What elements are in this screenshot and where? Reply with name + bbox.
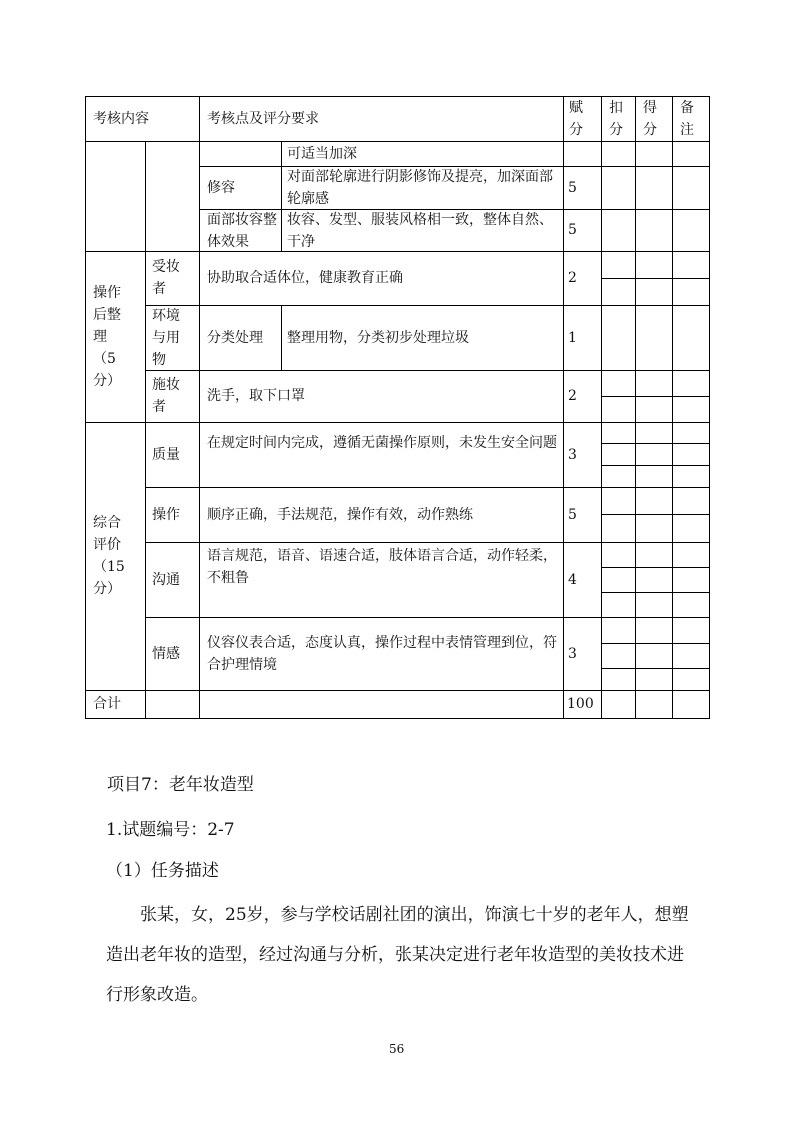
sub-label: 质量 — [152, 446, 180, 463]
sub-label: 情感 — [152, 645, 180, 662]
table-rule — [85, 141, 710, 142]
sub-label: 沟通 — [152, 571, 180, 588]
score-cell: 1 — [568, 329, 577, 346]
requirement-cell: 协助取合适体位，健康教育正确 — [207, 270, 403, 286]
requirement-cell: 对面部轮廓进行阴影修饰及提亮，加深面部轮廓感 — [287, 169, 553, 207]
table-rule — [601, 643, 710, 644]
task-paragraph: 张某，女，25岁，参与学校话剧社团的演出，饰演七十岁的老年人，想塑造出老年妆的造型，经过沟通与分析，张某决定进行老年妆造型的美妆技术进行形象改造。 — [106, 905, 689, 1005]
header-deduct: 扣 分 — [609, 100, 623, 138]
score-cell: 5 — [568, 506, 577, 523]
table-rule — [145, 141, 146, 719]
table-rule — [601, 668, 710, 669]
score-cell: 5 — [568, 222, 577, 238]
score-cell: 3 — [568, 446, 577, 463]
score-cell: 4 — [568, 571, 577, 588]
header-got: 得 分 — [643, 100, 657, 138]
requirement-cell: 整理用物，分类初步处理垃圾 — [287, 329, 469, 346]
requirement-cell: 顺序正确，手法规范，操作有效，动作熟练 — [207, 506, 473, 523]
table-rule — [281, 141, 282, 252]
sub-label: 施妆者 — [152, 377, 180, 415]
table-rule — [85, 690, 710, 691]
question-number: 1.试题编号：2-7 — [106, 820, 235, 840]
table-rule — [601, 96, 602, 719]
item-cell: 面部妆容整体效果 — [207, 212, 277, 250]
table-rule — [601, 443, 710, 444]
table-rule — [199, 96, 200, 719]
requirement-cell: 在规定时间内完成，遵循无菌操作原则，未发生安全问题 — [207, 435, 557, 451]
table-rule — [281, 305, 282, 371]
table-rule — [145, 542, 710, 543]
score-cell: 2 — [568, 388, 577, 404]
total-label: 合计 — [93, 696, 121, 712]
page-number: 56 — [389, 1042, 405, 1056]
score-cell: 3 — [568, 645, 577, 662]
table-rule — [601, 514, 710, 515]
header-points: 考核点及评分要求 — [207, 111, 319, 127]
project-title: 项目7：老年妆造型 — [107, 775, 254, 795]
score-cell: 2 — [568, 270, 577, 286]
table-rule — [601, 592, 710, 593]
task-heading: （1）任务描述 — [106, 861, 219, 881]
score-cell: 5 — [568, 179, 577, 196]
table-rule — [85, 96, 86, 719]
table-rule — [601, 465, 710, 466]
requirement-cell: 仪容仪表合适，态度认真，操作过程中表情管理到位，符合护理情境 — [207, 634, 557, 673]
requirement-cell: 洗手，取下口罩 — [207, 388, 305, 404]
table-rule — [601, 396, 710, 397]
header-content: 考核内容 — [93, 111, 149, 127]
header-score: 赋 分 — [569, 100, 583, 138]
requirement-cell: 可适当加深 — [287, 146, 357, 162]
table-rule — [563, 96, 564, 719]
table-rule — [601, 567, 710, 568]
total-score: 100 — [567, 696, 594, 712]
section-label: 综合评价（15分） — [93, 515, 125, 597]
header-note: 备 注 — [680, 100, 694, 138]
section-label: 操作后整理（5分） — [93, 284, 121, 389]
requirement-cell: 语言规范，语音、语速合适，肢体语言合适，动作轻柔，不粗鲁 — [207, 548, 557, 586]
sub-label: 操作 — [152, 506, 180, 523]
table-rule — [709, 96, 710, 719]
table-rule — [672, 96, 673, 719]
requirement-cell: 妆容、发型、服装风格相一致，整体自然、干净 — [287, 212, 553, 250]
table-rule — [601, 278, 710, 279]
table-rule — [635, 96, 636, 719]
table-rule — [85, 718, 710, 719]
item-cell: 修容 — [207, 179, 235, 196]
sub-label: 受妆者 — [152, 259, 180, 297]
sub-label: 环境与用物 — [152, 307, 180, 368]
item-cell: 分类处理 — [207, 329, 263, 346]
